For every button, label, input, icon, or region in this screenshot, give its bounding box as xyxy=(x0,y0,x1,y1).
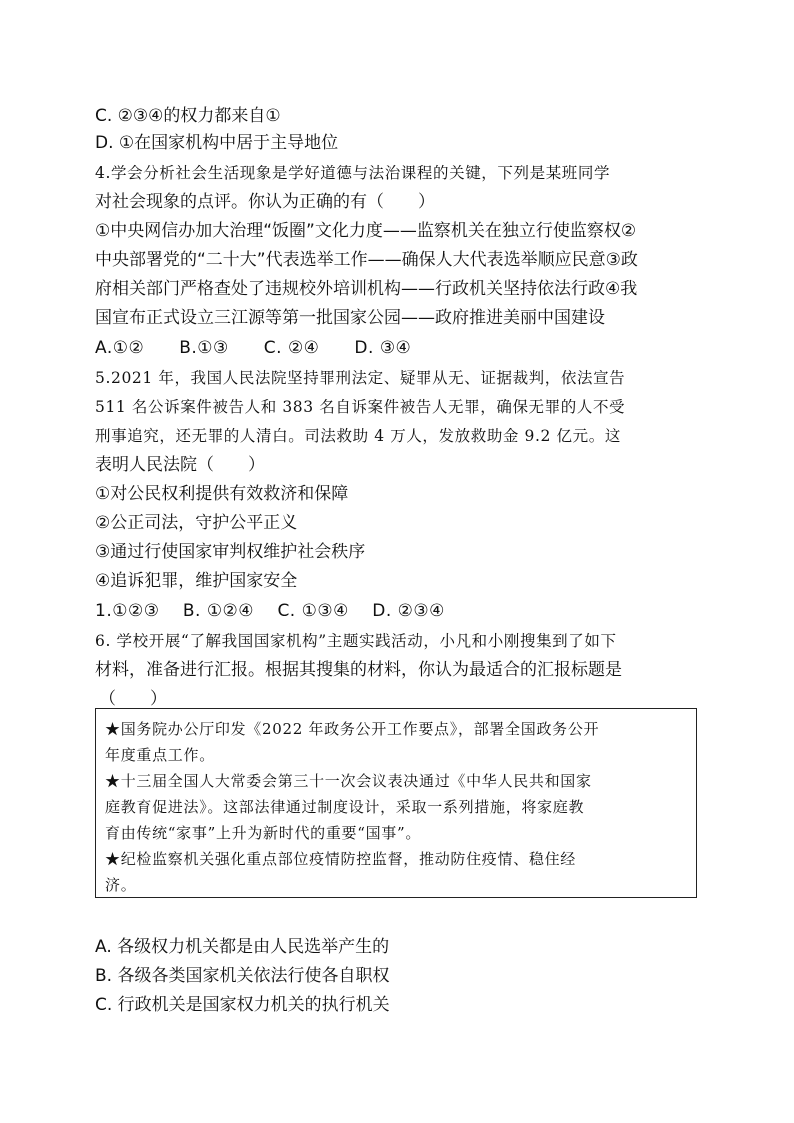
q6-material-line: 年度重点工作。 xyxy=(105,746,215,764)
q6-materials-box xyxy=(95,708,697,898)
q5-item: ④追诉犯罪，维护国家安全 xyxy=(95,571,298,591)
q4-item-line: 国宣布正式设立三江源等第一批国家公园——政府推进美丽中国建设 xyxy=(95,308,605,328)
q4-answer-options: A.①② B.①③ C. ②④ D. ③④ xyxy=(95,338,412,358)
q6-material-line: ★纪检监察机关强化重点部位疫情防控监督，推动防住疫情、稳住经 xyxy=(105,850,577,868)
q6-material-line: 济。 xyxy=(105,876,137,894)
q4-stem-line: 4.学会分析社会生活现象是学好道德与法治课程的关键，下列是某班同学 xyxy=(95,164,611,182)
q3-option-d: D. ①在国家机构中居于主导地位 xyxy=(95,133,339,153)
q4-item-line: 中央部署党的“二十大”代表选举工作——确保人大代表选举顺应民意③政 xyxy=(95,250,638,270)
q5-stem-line: 511 名公诉案件被告人和 383 名自诉案件被告人无罪，确保无罪的人不受 xyxy=(95,398,626,416)
q6-material-line: ★十三届全国人大常委会第三十一次会议表决通过《中华人民共和国家 xyxy=(105,772,592,790)
q3-option-c: C. ②③④的权力都来自① xyxy=(95,106,281,126)
q5-stem-line: 表明人民法院（ ） xyxy=(95,455,265,475)
q6-stem-line: 6. 学校开展“了解我国国家机构”主题实践活动，小凡和小刚搜集到了如下 xyxy=(95,632,617,650)
q4-stem-line: 对社会现象的点评。你认为正确的有（ ） xyxy=(95,192,435,212)
q6-stem-line: 材料，准备进行汇报。根据其搜集的材料，你认为最适合的汇报标题是 xyxy=(95,660,622,680)
q6-stem-line: （ ） xyxy=(99,689,167,709)
q5-stem-line: 5.2021 年，我国人民法院坚持罪刑法定、疑罪从无、证据裁判，依法宣告 xyxy=(95,369,626,387)
q5-stem-line: 刑事追究，还无罪的人清白。司法救助 4 万人，发放救助金 9.2 亿元。这 xyxy=(95,427,621,445)
q6-material-line: ★国务院办公厅印发《2022 年政务公开工作要点》，部署全国政务公开 xyxy=(105,720,600,738)
q5-item: ①对公民权利提供有效救济和保障 xyxy=(95,484,349,504)
q6-option-a: A. 各级权力机关都是由人民选举产生的 xyxy=(95,937,390,957)
q5-answer-options: 1.①②③ B. ①②④ C. ①③④ D. ②③④ xyxy=(95,601,445,621)
q6-material-line: 育由传统“家事”上升为新时代的重要“国事”。 xyxy=(105,824,422,842)
q6-option-b: B. 各级各类国家机关依法行使各自职权 xyxy=(95,966,390,986)
q6-option-c: C. 行政机关是国家权力机关的执行机关 xyxy=(95,995,390,1015)
q4-item-line: ①中央网信办加大治理“饭圈”文化力度——监察机关在独立行使监察权② xyxy=(95,221,637,241)
q4-item-line: 府相关部门严格查处了违规校外培训机构——行政机关坚持依法行政④我 xyxy=(95,279,638,299)
q6-material-line: 庭教育促进法》。这部法律通过制度设计，采取一系列措施，将家庭教 xyxy=(105,798,585,816)
q5-item: ③通过行使国家审判权维护社会秩序 xyxy=(95,542,366,562)
q5-item: ②公正司法，守护公平正义 xyxy=(95,513,298,533)
